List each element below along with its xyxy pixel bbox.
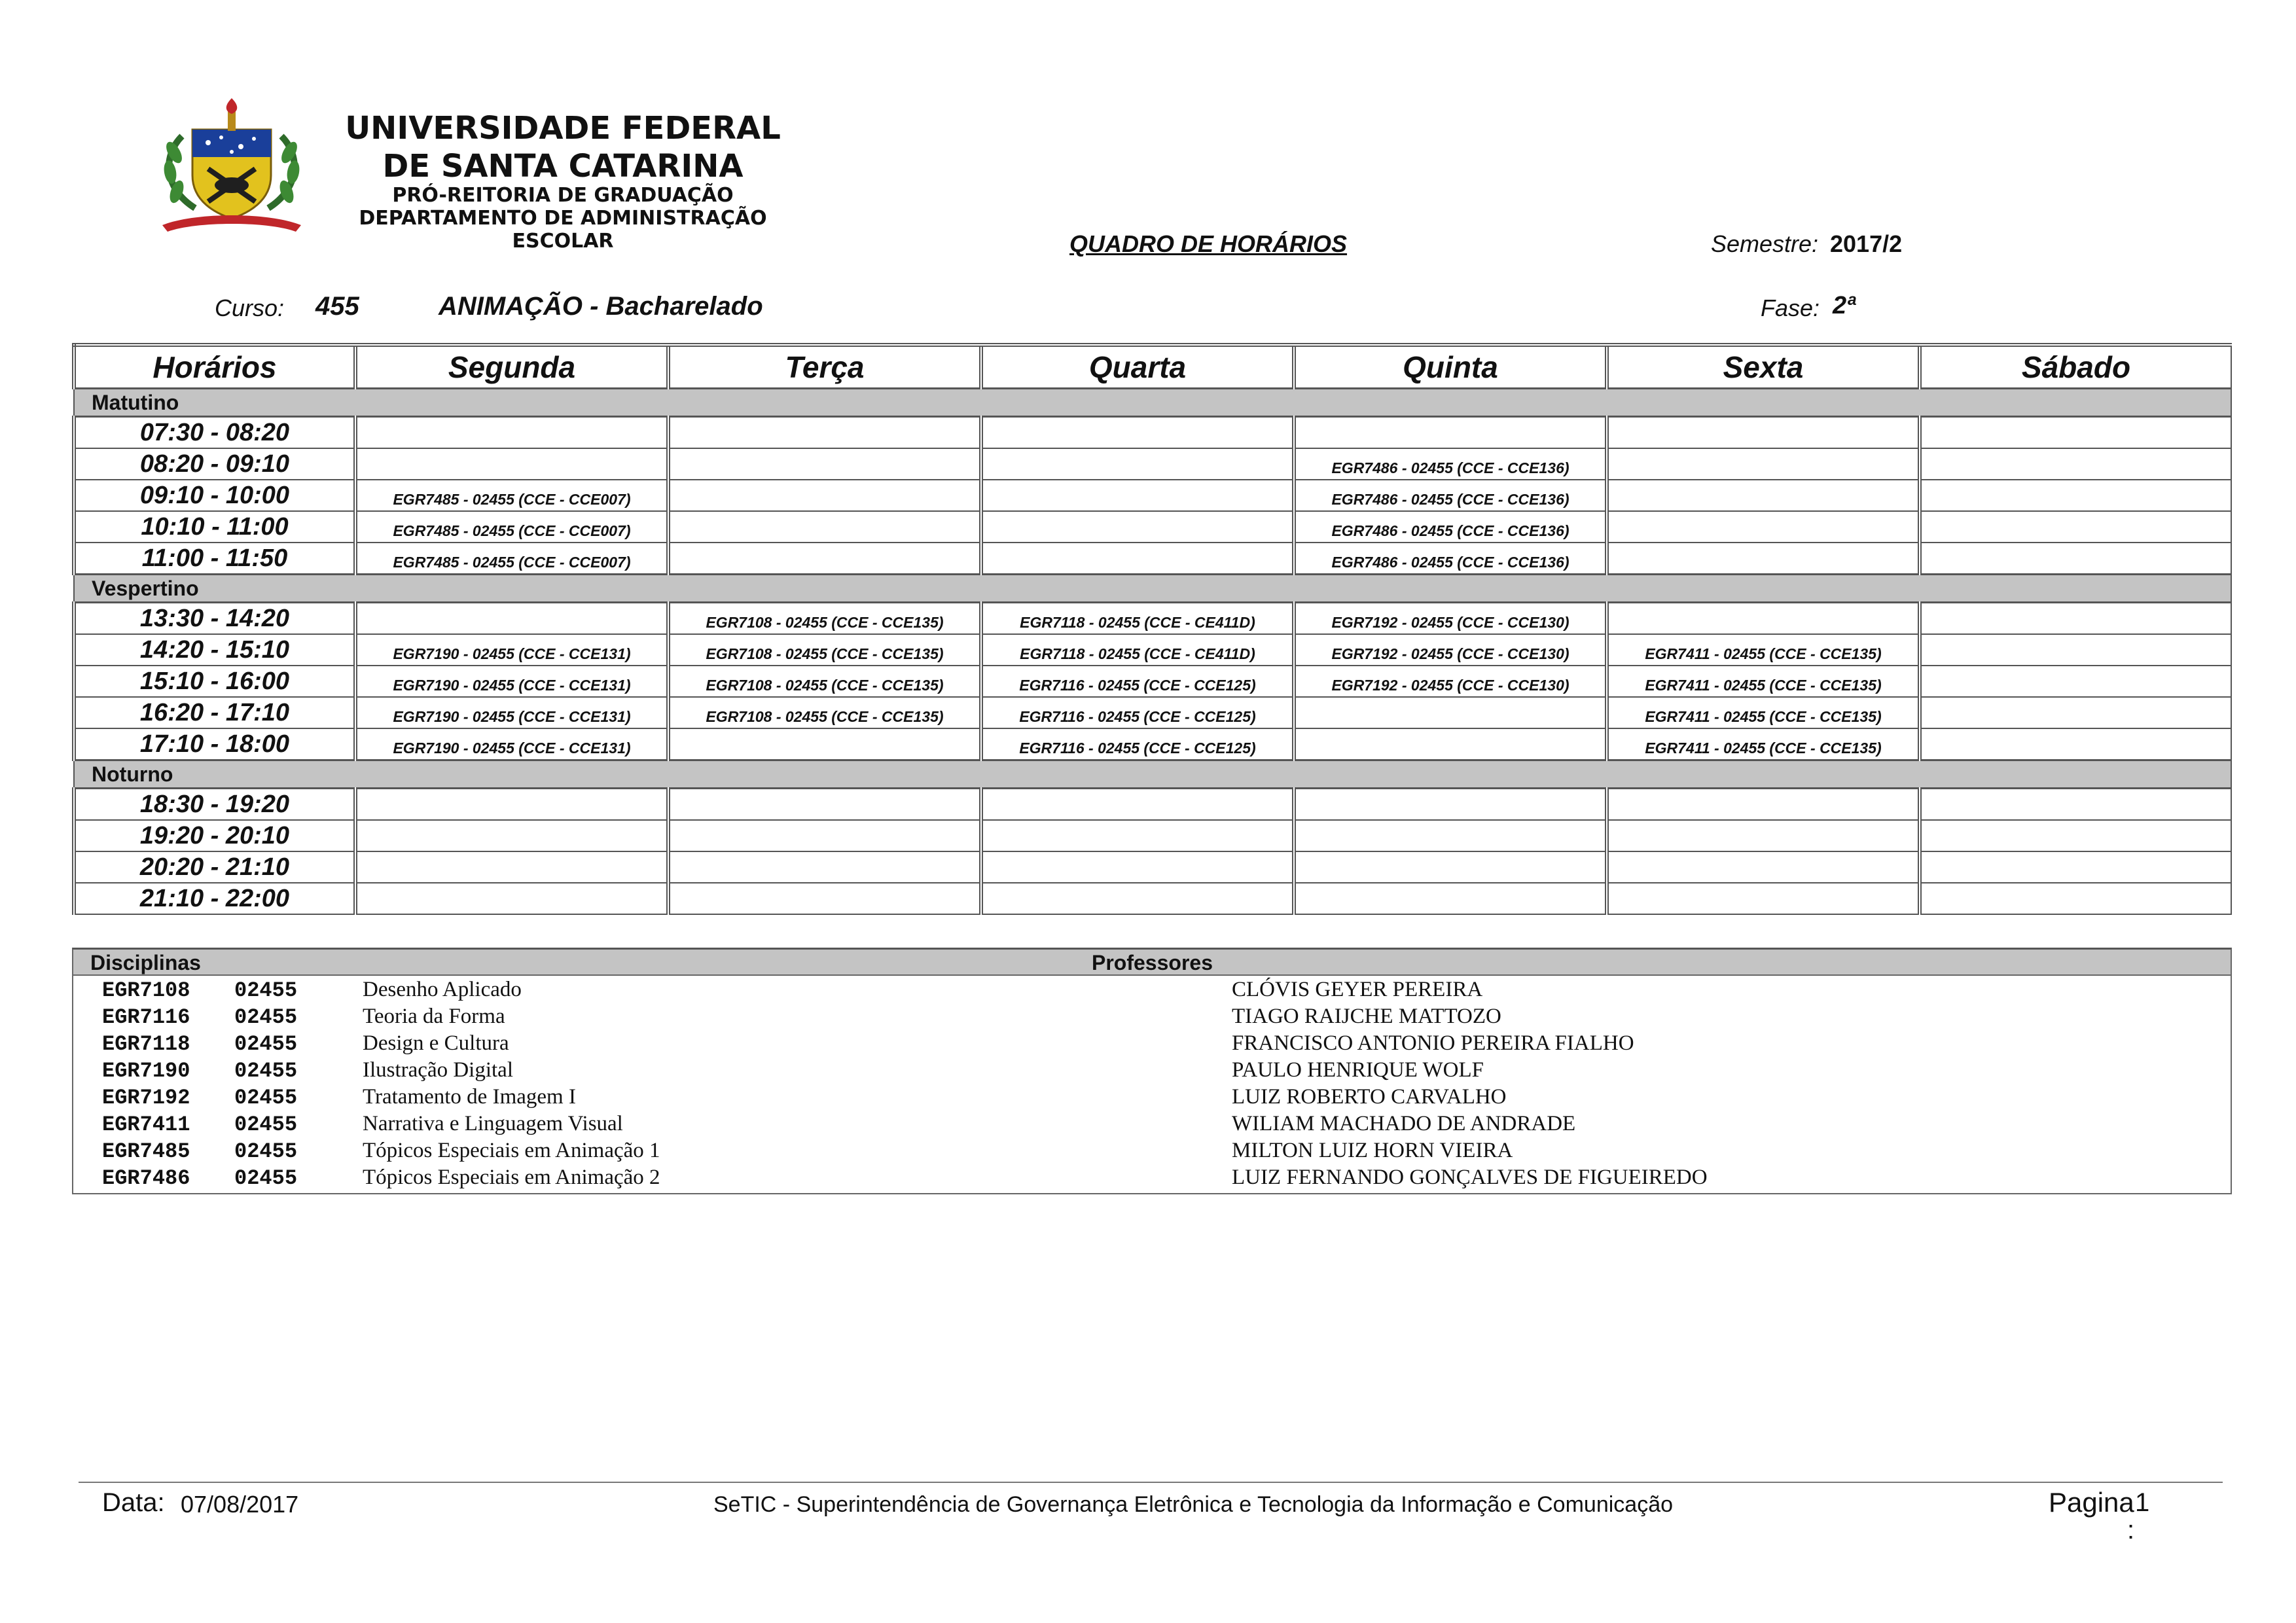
schedule-cell-sabado bbox=[1920, 883, 2231, 914]
schedule-cell-quinta bbox=[1294, 820, 1607, 851]
disciplina-row bbox=[73, 1003, 2231, 1029]
disciplina-turma: 02455 bbox=[234, 1086, 298, 1110]
col-header-terca: Terça bbox=[668, 345, 981, 389]
schedule-cell-sexta bbox=[1607, 543, 1920, 575]
disciplina-row bbox=[73, 1029, 2231, 1056]
disciplina-name: Desenho Aplicado bbox=[363, 978, 522, 1001]
footer-page-colon: : bbox=[2127, 1516, 2135, 1544]
disciplina-code: EGR7108 bbox=[102, 978, 190, 1003]
time-slot-row bbox=[74, 511, 2231, 543]
time-slot-label: 13:30 - 14:20 bbox=[74, 603, 355, 635]
schedule-cell-sabado bbox=[1920, 728, 2231, 760]
disciplina-name: Design e Cultura bbox=[363, 1031, 509, 1055]
footer-date: 07/08/2017 bbox=[181, 1491, 299, 1518]
schedule-cell-segunda: EGR7190 - 02455 (CCE - CCE131) bbox=[355, 728, 668, 760]
schedule-cell-terca bbox=[668, 448, 981, 480]
schedule-cell-segunda: EGR7485 - 02455 (CCE - CCE007) bbox=[355, 480, 668, 511]
schedule-cell-sexta bbox=[1607, 511, 1920, 543]
period-label: Noturno bbox=[74, 760, 2231, 789]
col-header-sabado: Sábado bbox=[1920, 345, 2231, 389]
schedule-cell-quarta bbox=[981, 448, 1294, 480]
schedule-cell-sabado bbox=[1920, 666, 2231, 697]
schedule-cell-terca: EGR7108 - 02455 (CCE - CCE135) bbox=[668, 634, 981, 666]
time-slot-row bbox=[74, 697, 2231, 728]
schedule-cell-quarta: EGR7116 - 02455 (CCE - CCE125) bbox=[981, 728, 1294, 760]
time-slot-label: 15:10 - 16:00 bbox=[74, 666, 355, 697]
schedule-table bbox=[72, 343, 2232, 915]
schedule-cell-sabado bbox=[1920, 697, 2231, 728]
col-header-horarios: Horários bbox=[74, 345, 355, 389]
schedule-cell-terca: EGR7108 - 02455 (CCE - CCE135) bbox=[668, 603, 981, 635]
time-slot-row bbox=[74, 417, 2231, 449]
time-slot-row bbox=[74, 543, 2231, 575]
schedule-cell-terca bbox=[668, 480, 981, 511]
schedule-cell-quinta: EGR7192 - 02455 (CCE - CCE130) bbox=[1294, 666, 1607, 697]
schedule-cell-quinta bbox=[1294, 728, 1607, 760]
disciplina-code: EGR7411 bbox=[102, 1113, 190, 1137]
schedule-cell-quarta bbox=[981, 480, 1294, 511]
footer-agency: SeTIC - Superintendência de Governança Eletrônica e Tecnologia da Informação e Comunicação bbox=[713, 1492, 1674, 1517]
schedule-cell-quinta: EGR7192 - 02455 (CCE - CCE130) bbox=[1294, 603, 1607, 635]
schedule-cell-segunda bbox=[355, 851, 668, 883]
period-label: Matutino bbox=[74, 389, 2231, 417]
schedule-cell-quinta bbox=[1294, 697, 1607, 728]
disciplina-turma: 02455 bbox=[234, 978, 298, 1003]
period-row bbox=[74, 389, 2231, 417]
professor-name: LUIZ FERNANDO GONÇALVES DE FIGUEIREDO bbox=[1232, 1166, 1708, 1189]
disciplina-name: Tópicos Especiais em Animação 2 bbox=[363, 1166, 660, 1189]
schedule-body bbox=[74, 389, 2231, 915]
period-row bbox=[74, 575, 2231, 603]
disciplina-name: Narrativa e Linguagem Visual bbox=[363, 1112, 623, 1135]
time-slot-row bbox=[74, 603, 2231, 635]
university-name-line1: UNIVERSIDADE FEDERAL bbox=[345, 110, 781, 147]
disciplina-code: EGR7190 bbox=[102, 1059, 190, 1083]
schedule-cell-segunda: EGR7190 - 02455 (CCE - CCE131) bbox=[355, 697, 668, 728]
schedule-cell-terca bbox=[668, 728, 981, 760]
disciplina-turma: 02455 bbox=[234, 1059, 298, 1083]
time-slot-label: 20:20 - 21:10 bbox=[74, 851, 355, 883]
schedule-cell-sexta bbox=[1607, 448, 1920, 480]
col-header-segunda: Segunda bbox=[355, 345, 668, 389]
schedule-cell-quarta bbox=[981, 417, 1294, 449]
schedule-cell-sabado bbox=[1920, 820, 2231, 851]
schedule-cell-sabado bbox=[1920, 543, 2231, 575]
disciplina-name: Ilustração Digital bbox=[363, 1058, 514, 1082]
time-slot-label: 09:10 - 10:00 bbox=[74, 480, 355, 511]
time-slot-label: 19:20 - 20:10 bbox=[74, 820, 355, 851]
schedule-cell-quinta: EGR7486 - 02455 (CCE - CCE136) bbox=[1294, 480, 1607, 511]
disciplina-name: Teoria da Forma bbox=[363, 1005, 505, 1028]
disciplina-code: EGR7192 bbox=[102, 1086, 190, 1110]
footer-divider bbox=[79, 1482, 2223, 1483]
disciplina-turma: 02455 bbox=[234, 1032, 298, 1056]
professor-name: CLÓVIS GEYER PEREIRA bbox=[1232, 978, 1483, 1001]
schedule-cell-quarta: EGR7118 - 02455 (CCE - CE411D) bbox=[981, 603, 1294, 635]
schedule-cell-terca: EGR7108 - 02455 (CCE - CCE135) bbox=[668, 697, 981, 728]
disciplina-row bbox=[73, 976, 2231, 1003]
time-slot-row bbox=[74, 666, 2231, 697]
schedule-cell-quarta bbox=[981, 851, 1294, 883]
ufsc-coat-of-arms-icon bbox=[156, 97, 308, 236]
schedule-cell-terca bbox=[668, 820, 981, 851]
schedule-cell-segunda bbox=[355, 883, 668, 914]
schedule-cell-quinta: EGR7486 - 02455 (CCE - CCE136) bbox=[1294, 511, 1607, 543]
time-slot-label: 08:20 - 09:10 bbox=[74, 448, 355, 480]
disciplinas-header-label: Disciplinas bbox=[90, 951, 201, 974]
time-slot-row bbox=[74, 883, 2231, 914]
schedule-cell-sabado bbox=[1920, 851, 2231, 883]
time-slot-label: 16:20 - 17:10 bbox=[74, 697, 355, 728]
schedule-cell-quarta: EGR7116 - 02455 (CCE - CCE125) bbox=[981, 697, 1294, 728]
disciplina-row bbox=[73, 1137, 2231, 1164]
time-slot-label: 17:10 - 18:00 bbox=[74, 728, 355, 760]
schedule-cell-sabado bbox=[1920, 417, 2231, 449]
footer-page-label: Pagina bbox=[2049, 1487, 2134, 1518]
col-header-sexta: Sexta bbox=[1607, 345, 1920, 389]
schedule-cell-segunda: EGR7190 - 02455 (CCE - CCE131) bbox=[355, 634, 668, 666]
schedule-cell-sexta bbox=[1607, 480, 1920, 511]
schedule-cell-terca bbox=[668, 789, 981, 821]
footer-page-number: 1 bbox=[2135, 1488, 2150, 1517]
fase-label: Fase: bbox=[1761, 294, 1820, 321]
schedule-cell-segunda: EGR7485 - 02455 (CCE - CCE007) bbox=[355, 511, 668, 543]
disciplina-row bbox=[73, 1164, 2231, 1190]
period-row bbox=[74, 760, 2231, 789]
schedule-cell-quinta: EGR7486 - 02455 (CCE - CCE136) bbox=[1294, 543, 1607, 575]
time-slot-label: 11:00 - 11:50 bbox=[74, 543, 355, 575]
schedule-cell-sexta: EGR7411 - 02455 (CCE - CCE135) bbox=[1607, 634, 1920, 666]
schedule-cell-segunda bbox=[355, 448, 668, 480]
schedule-cell-segunda bbox=[355, 417, 668, 449]
time-slot-row bbox=[74, 480, 2231, 511]
schedule-cell-terca bbox=[668, 543, 981, 575]
professor-name: WILIAM MACHADO DE ANDRADE bbox=[1232, 1112, 1576, 1135]
schedule-cell-terca bbox=[668, 511, 981, 543]
schedule-cell-terca bbox=[668, 417, 981, 449]
schedule-cell-segunda: EGR7190 - 02455 (CCE - CCE131) bbox=[355, 666, 668, 697]
disciplina-code: EGR7486 bbox=[102, 1166, 190, 1190]
pro-reitoria-label: PRÓ-REITORIA DE GRADUAÇÃO bbox=[392, 184, 734, 207]
schedule-cell-sexta bbox=[1607, 417, 1920, 449]
disciplina-row bbox=[73, 1056, 2231, 1083]
schedule-cell-terca bbox=[668, 883, 981, 914]
disciplinas-header bbox=[73, 950, 2231, 976]
curso-code: 455 bbox=[315, 292, 359, 321]
schedule-cell-quinta: EGR7192 - 02455 (CCE - CCE130) bbox=[1294, 634, 1607, 666]
curso-label: Curso: bbox=[215, 294, 285, 321]
schedule-cell-quarta: EGR7118 - 02455 (CCE - CE411D) bbox=[981, 634, 1294, 666]
schedule-cell-sexta bbox=[1607, 851, 1920, 883]
schedule-cell-segunda bbox=[355, 603, 668, 635]
schedule-cell-sexta bbox=[1607, 820, 1920, 851]
professor-name: MILTON LUIZ HORN VIEIRA bbox=[1232, 1139, 1513, 1162]
schedule-cell-quarta bbox=[981, 511, 1294, 543]
schedule-cell-sabado bbox=[1920, 634, 2231, 666]
schedule-cell-quinta bbox=[1294, 417, 1607, 449]
schedule-cell-quinta: EGR7486 - 02455 (CCE - CCE136) bbox=[1294, 448, 1607, 480]
col-header-quinta: Quinta bbox=[1294, 345, 1607, 389]
schedule-cell-quinta bbox=[1294, 851, 1607, 883]
disciplina-turma: 02455 bbox=[234, 1113, 298, 1137]
schedule-cell-segunda: EGR7485 - 02455 (CCE - CCE007) bbox=[355, 543, 668, 575]
time-slot-row bbox=[74, 820, 2231, 851]
semestre-label: Semestre: bbox=[1711, 230, 1819, 257]
schedule-cell-segunda bbox=[355, 789, 668, 821]
schedule-cell-quinta bbox=[1294, 789, 1607, 821]
disciplina-code: EGR7485 bbox=[102, 1139, 190, 1164]
disciplina-name: Tratamento de Imagem I bbox=[363, 1085, 576, 1109]
footer-date-label: Data: bbox=[102, 1488, 165, 1517]
time-slot-row bbox=[74, 789, 2231, 821]
schedule-cell-sabado bbox=[1920, 789, 2231, 821]
disciplina-code: EGR7118 bbox=[102, 1032, 190, 1056]
professores-header-label: Professores bbox=[1092, 951, 1213, 974]
schedule-cell-quarta bbox=[981, 543, 1294, 575]
department-label: DEPARTAMENTO DE ADMINISTRAÇÃO ESCOLAR bbox=[359, 207, 767, 253]
col-header-quarta: Quarta bbox=[981, 345, 1294, 389]
schedule-cell-sexta bbox=[1607, 789, 1920, 821]
disciplinas-table bbox=[72, 948, 2232, 1194]
curso-name: ANIMAÇÃO - Bacharelado bbox=[439, 292, 763, 321]
disciplina-turma: 02455 bbox=[234, 1139, 298, 1164]
schedule-cell-sabado bbox=[1920, 603, 2231, 635]
schedule-cell-sabado bbox=[1920, 480, 2231, 511]
schedule-cell-quarta bbox=[981, 820, 1294, 851]
schedule-cell-sexta bbox=[1607, 883, 1920, 914]
semestre-value: 2017/2 bbox=[1830, 230, 1903, 257]
professor-name: TIAGO RAIJCHE MATTOZO bbox=[1232, 1005, 1501, 1028]
document-title: QUADRO DE HORÁRIOS bbox=[1069, 230, 1348, 257]
schedule-header-row bbox=[74, 345, 2231, 389]
schedule-cell-quarta bbox=[981, 789, 1294, 821]
disciplina-name: Tópicos Especiais em Animação 1 bbox=[363, 1139, 660, 1162]
disciplina-row bbox=[73, 1083, 2231, 1110]
university-name-line2: DE SANTA CATARINA bbox=[382, 148, 744, 185]
schedule-cell-sexta: EGR7411 - 02455 (CCE - CCE135) bbox=[1607, 728, 1920, 760]
schedule-cell-sexta: EGR7411 - 02455 (CCE - CCE135) bbox=[1607, 666, 1920, 697]
time-slot-label: 14:20 - 15:10 bbox=[74, 634, 355, 666]
time-slot-label: 07:30 - 08:20 bbox=[74, 417, 355, 449]
schedule-cell-sabado bbox=[1920, 448, 2231, 480]
schedule-cell-sabado bbox=[1920, 511, 2231, 543]
fase-value: 2ª bbox=[1833, 292, 1856, 319]
time-slot-row bbox=[74, 448, 2231, 480]
schedule-cell-quinta bbox=[1294, 883, 1607, 914]
time-slot-row bbox=[74, 728, 2231, 760]
time-slot-row bbox=[74, 851, 2231, 883]
time-slot-row bbox=[74, 634, 2231, 666]
schedule-cell-quarta: EGR7116 - 02455 (CCE - CCE125) bbox=[981, 666, 1294, 697]
time-slot-label: 18:30 - 19:20 bbox=[74, 789, 355, 821]
schedule-cell-sexta: EGR7411 - 02455 (CCE - CCE135) bbox=[1607, 697, 1920, 728]
schedule-cell-sexta bbox=[1607, 603, 1920, 635]
time-slot-label: 10:10 - 11:00 bbox=[74, 511, 355, 543]
disciplina-turma: 02455 bbox=[234, 1166, 298, 1190]
schedule-cell-quarta bbox=[981, 883, 1294, 914]
schedule-cell-terca: EGR7108 - 02455 (CCE - CCE135) bbox=[668, 666, 981, 697]
disciplina-row bbox=[73, 1110, 2231, 1137]
professor-name: LUIZ ROBERTO CARVALHO bbox=[1232, 1085, 1507, 1109]
professor-name: FRANCISCO ANTONIO PEREIRA FIALHO bbox=[1232, 1031, 1634, 1055]
schedule-cell-terca bbox=[668, 851, 981, 883]
disciplina-code: EGR7116 bbox=[102, 1005, 190, 1029]
period-label: Vespertino bbox=[74, 575, 2231, 603]
time-slot-label: 21:10 - 22:00 bbox=[74, 883, 355, 914]
professor-name: PAULO HENRIQUE WOLF bbox=[1232, 1058, 1484, 1082]
disciplina-turma: 02455 bbox=[234, 1005, 298, 1029]
schedule-cell-segunda bbox=[355, 820, 668, 851]
